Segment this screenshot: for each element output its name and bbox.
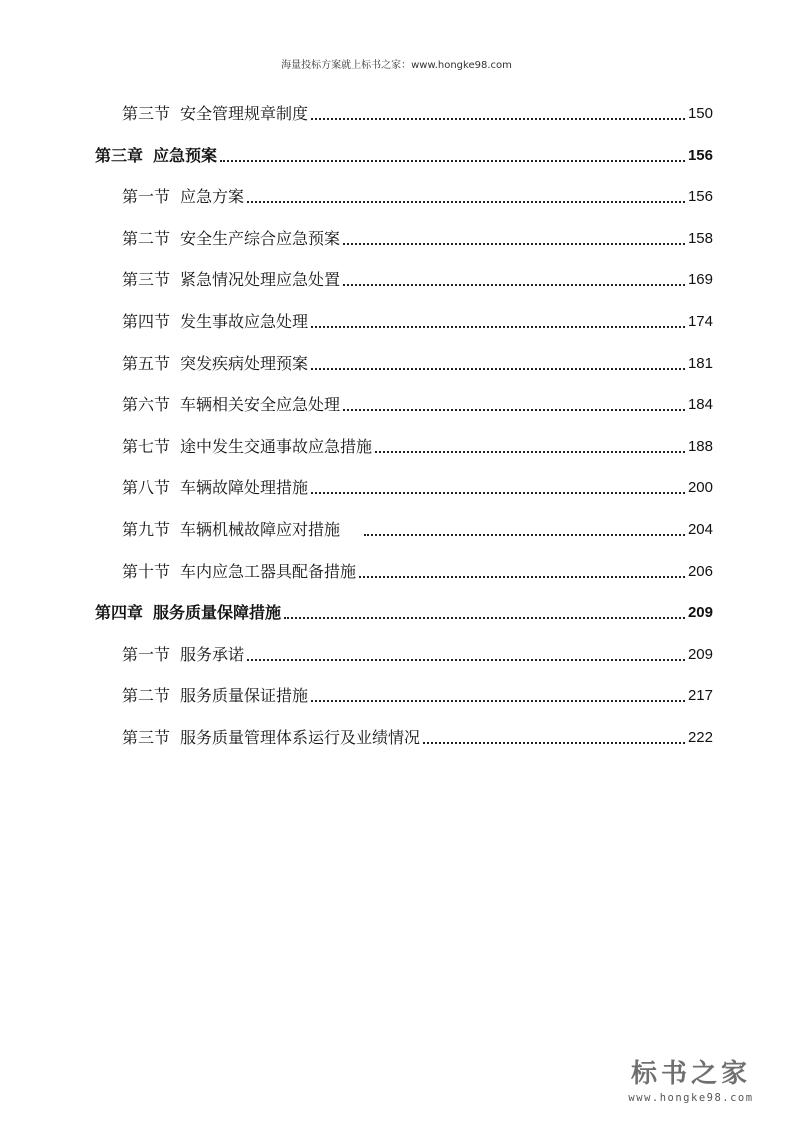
- toc-entry-title: 安全管理规章制度: [180, 104, 309, 123]
- toc-entry[interactable]: [122, 181, 713, 207]
- toc-entry[interactable]: [122, 264, 713, 290]
- toc-entry-title: 应急方案: [180, 187, 245, 207]
- toc-leader-dots: [311, 117, 685, 120]
- toc-entry-title: 紧急情况处理应急处置: [180, 270, 341, 290]
- toc-entry-title: 途中发生交通事故应急措施: [180, 436, 373, 456]
- toc-entry[interactable]: [122, 472, 713, 498]
- toc-entry-number: 第四节: [122, 312, 171, 331]
- toc-entry-number: 第二节: [122, 228, 171, 248]
- toc-leader-dots: [359, 575, 685, 578]
- toc-entry-title: 服务质量保证措施: [180, 686, 309, 706]
- toc-entry[interactable]: [122, 348, 713, 374]
- toc-chapter-entry[interactable]: [95, 597, 713, 623]
- toc-entry-number: 第四章: [95, 603, 144, 623]
- toc-entry-page: 206: [687, 562, 713, 580]
- toc-leader-dots: [343, 242, 685, 245]
- toc-entry-title: 车内应急工器具配备措施: [180, 561, 357, 581]
- toc-entry-number: 第六节: [122, 395, 171, 415]
- toc-entry[interactable]: [122, 98, 713, 124]
- toc-entry-title: 车辆故障处理措施: [180, 478, 309, 498]
- toc-entry-number: 第一节: [122, 187, 171, 207]
- toc-entry-number: 第七节: [122, 436, 171, 456]
- page-header: 海量投标方案就上标书之家：www.hongke98.com: [281, 60, 512, 71]
- toc-leader-dots: [247, 200, 685, 203]
- toc-entry-page: 217: [687, 687, 713, 705]
- toc-entry[interactable]: [122, 431, 713, 457]
- toc-leader-dots: [364, 533, 685, 536]
- toc-leader-dots: [220, 159, 685, 162]
- toc-leader-dots: [343, 408, 685, 411]
- toc-leader-dots: [311, 491, 685, 494]
- toc-entry-title: 突发疾病处理预案: [180, 353, 309, 373]
- toc-entry-page: 158: [687, 229, 713, 247]
- toc-leader-dots: [284, 616, 685, 619]
- toc-entry-number: 第十节: [122, 561, 171, 581]
- toc-entry-title: 服务承诺: [180, 644, 245, 664]
- watermark-title: 标书之家: [630, 1059, 751, 1089]
- toc-entry-page: 204: [687, 521, 713, 538]
- toc-entry-page: 222: [687, 729, 713, 746]
- toc-leader-dots: [343, 283, 685, 286]
- toc-leader-dots: [247, 658, 685, 661]
- toc-leader-dots: [311, 699, 685, 702]
- toc-entry-title: 应急预案: [153, 145, 218, 165]
- toc-entry-number: 第九节: [122, 520, 171, 539]
- toc-entry-title: 服务质量保障措施: [153, 603, 282, 623]
- toc-entry-number: 第三节: [122, 728, 171, 747]
- toc-entry-page: 184: [687, 396, 713, 414]
- toc-entry[interactable]: [122, 722, 713, 748]
- toc-leader-dots: [311, 325, 685, 328]
- watermark-logo: [611, 1053, 771, 1104]
- toc-entry[interactable]: [122, 223, 713, 249]
- toc-entry-title: 车辆相关安全应急处理: [180, 395, 341, 415]
- watermark-url: www.hongke98.com: [628, 1092, 754, 1104]
- toc-entry-number: 第五节: [122, 353, 171, 373]
- toc-entry-number: 第三章: [95, 145, 144, 165]
- toc-chapter-entry[interactable]: [95, 140, 713, 166]
- toc-entry-title: 车辆机械故障应对措施: [180, 520, 341, 539]
- toc-entry-page: 209: [687, 604, 713, 622]
- toc-entry-page: 181: [687, 354, 713, 372]
- toc-entry-number: 第一节: [122, 644, 171, 664]
- toc-leader-dots: [375, 450, 685, 453]
- toc-entry-page: 156: [687, 146, 713, 164]
- toc-entry-number: 第八节: [122, 478, 171, 498]
- toc-entry[interactable]: [122, 556, 713, 582]
- toc-leader-dots: [423, 741, 685, 744]
- toc-entry-title: 服务质量管理体系运行及业绩情况: [180, 728, 421, 747]
- toc-leader-dots: [311, 367, 685, 370]
- toc-entry-page: 156: [687, 188, 713, 206]
- toc-entry-page: 150: [687, 105, 713, 122]
- toc-entry-page: 209: [687, 645, 713, 663]
- toc-entry[interactable]: [122, 514, 713, 540]
- toc-entry-number: 第三节: [122, 104, 171, 123]
- toc-entry[interactable]: [122, 389, 713, 415]
- toc-entry[interactable]: [122, 680, 713, 706]
- toc-entry-number: 第二节: [122, 686, 171, 706]
- toc-entry[interactable]: [122, 306, 713, 332]
- toc-entry-page: 200: [687, 479, 713, 497]
- toc-entry-page: 169: [687, 271, 713, 289]
- toc-entry-title: 发生事故应急处理: [180, 312, 309, 331]
- toc-entry-title: 安全生产综合应急预案: [180, 228, 341, 248]
- toc-entry[interactable]: [122, 639, 713, 665]
- toc-entry-number: 第三节: [122, 270, 171, 290]
- toc-entry-page: 174: [687, 313, 713, 330]
- toc-entry-page: 188: [687, 437, 713, 455]
